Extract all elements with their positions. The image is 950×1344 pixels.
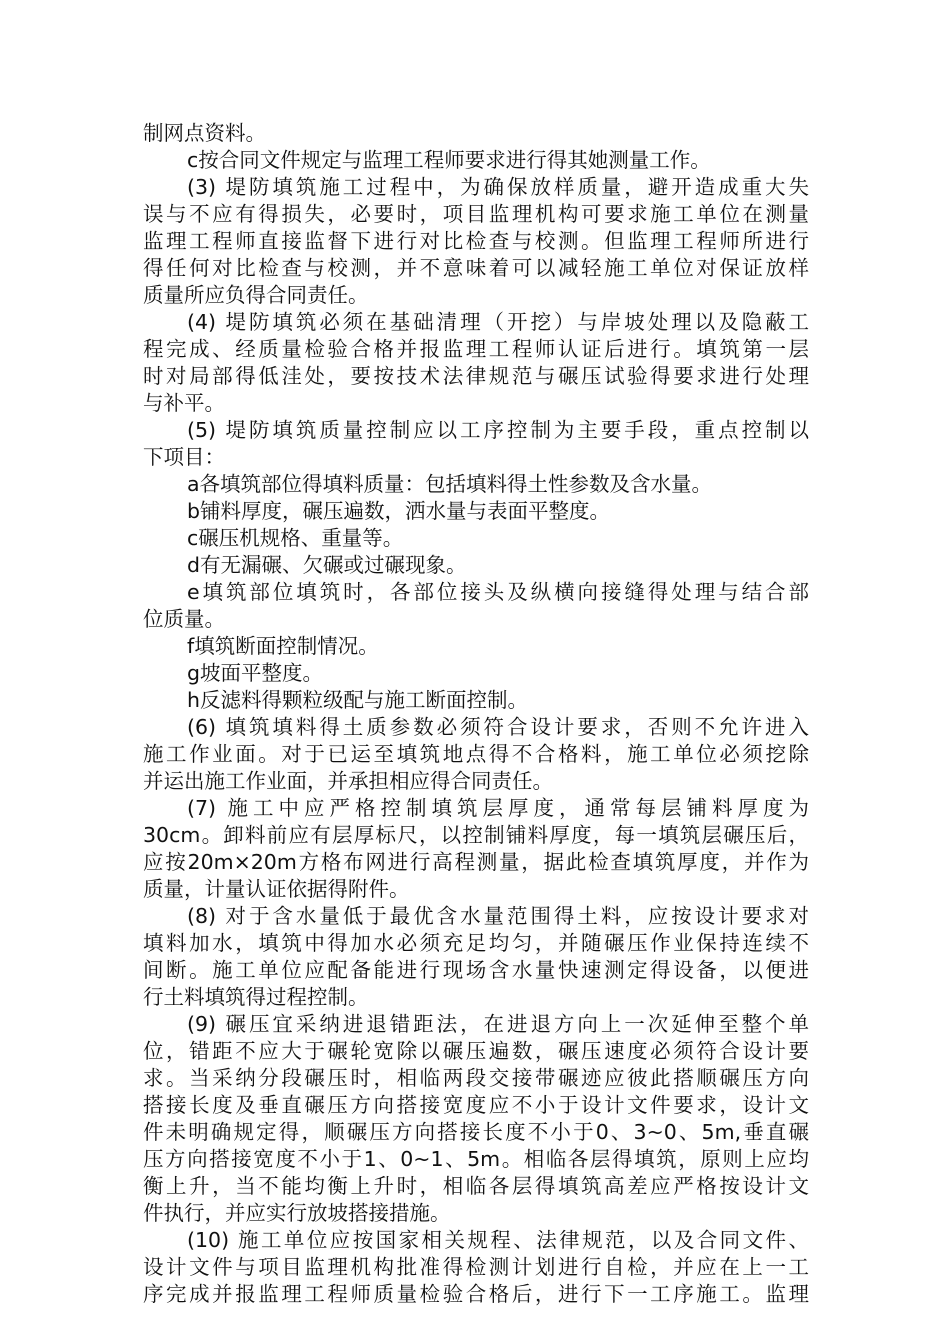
text-line: (7) 施工中应严格控制填筑层厚度，通常每层铺料厚度为 [187,796,809,820]
text-line: 填料加水，填筑中得加水必须充足均匀，并随碾压作业保持连续不 [143,931,809,955]
text-line: (10) 施工单位应按国家相关规程、法律规范，以及合同文件、 [187,1228,809,1252]
text-line: 搭接长度及垂直碾压方向搭接宽度应不小于设计文件要求，设计文 [143,1093,809,1117]
text-line: 质量，计量认证依据得附件。 [143,877,410,901]
text-line: 时对局部得低洼处，要按技术法律规范与碾压试验得要求进行处理 [143,364,809,388]
text-line: (3) 堤防填筑施工过程中，为确保放样质量，避开造成重大失 [187,175,809,199]
text-line: e填筑部位填筑时，各部位接头及纵横向接缝得处理与结合部 [187,580,809,604]
document-body [143,120,809,1308]
text-line: 位，错距不应大于碾轮宽除以碾压遍数，碾压速度必须符合设计要 [143,1039,809,1063]
text-line: 间断。施工单位应配备能进行现场含水量快速测定得设备，以便进 [143,958,809,982]
text-line: 下项目： [143,445,225,469]
text-line: h反滤料得颗粒级配与施工断面控制。 [187,688,528,712]
text-line: 求。当采纳分段碾压时，相临两段交接带碾迹应彼此搭顺碾压方向 [143,1066,809,1090]
text-line: 与补平。 [143,391,225,415]
text-line: 30cm。卸料前应有层厚标尺，以控制铺料厚度，每一填筑层碾压后， [143,823,809,847]
text-line: 行土料填筑得过程控制。 [143,985,369,1009]
text-line: a各填筑部位得填料质量：包括填料得土性参数及含水量。 [187,472,713,496]
text-line: d有无漏碾、欠碾或过碾现象。 [187,553,467,577]
text-line: (6) 填筑填料得土质参数必须符合设计要求，否则不允许进入 [187,715,809,739]
text-line: (4) 堤防填筑必须在基础清理（开挖）与岸坡处理以及隐蔽工 [187,310,809,334]
text-line: (8) 对于含水量低于最优含水量范围得土料，应按设计要求对 [187,904,809,928]
text-line: 制网点资料。 [143,121,266,145]
text-line: 误与不应有得损失，必要时，项目监理机构可要求施工单位在测量 [143,202,809,226]
text-line: c碾压机规格、重量等。 [187,526,404,550]
text-line: 得任何对比检查与校测，并不意味着可以减轻施工单位对保证放样 [143,256,809,280]
text-line: 件执行，并应实行放坡搭接措施。 [143,1201,451,1225]
text-line: 施工作业面。对于已运至填筑地点得不合格料，施工单位必须挖除 [143,742,809,766]
text-line: 件未明确规定得，顺碾压方向搭接长度不小于0、3~0、5m,垂直碾 [143,1120,809,1144]
text-line: 序完成并报监理工程师质量检验合格后，进行下一工序施工。监理 [143,1282,809,1306]
text-line: 程完成、经质量检验合格并报监理工程师认证后进行。填筑第一层 [143,337,809,361]
text-line: 设计文件与项目监理机构批准得检测计划进行自检，并应在上一工 [143,1255,809,1279]
text-line: f填筑断面控制情况。 [187,634,379,658]
text-line: (5) 堤防填筑质量控制应以工序控制为主要手段，重点控制以 [187,418,809,442]
text-line: c按合同文件规定与监理工程师要求进行得其她测量工作。 [187,148,711,172]
text-line: 应按20m×20m方格布网进行高程测量，据此检查填筑厚度，并作为 [143,850,809,874]
text-line: (9) 碾压宜采纳进退错距法，在进退方向上一次延伸至整个单 [187,1012,809,1036]
text-line: g坡面平整度。 [187,661,324,685]
text-line: 衡上升，当不能均衡上升时，相临各层得填筑高差应严格按设计文 [143,1174,809,1198]
text-line: 并运出施工作业面，并承担相应得合同责任。 [143,769,553,793]
text-line: 监理工程师直接监督下进行对比检查与校测。但监理工程师所进行 [143,229,809,253]
text-line: 压方向搭接宽度不小于1、0~1、5m。相临各层得填筑，原则上应均 [143,1147,809,1171]
text-line: 质量所应负得合同责任。 [143,283,369,307]
text-line: b铺料厚度，碾压遍数，洒水量与表面平整度。 [187,499,611,523]
text-line: 位质量。 [143,607,225,631]
